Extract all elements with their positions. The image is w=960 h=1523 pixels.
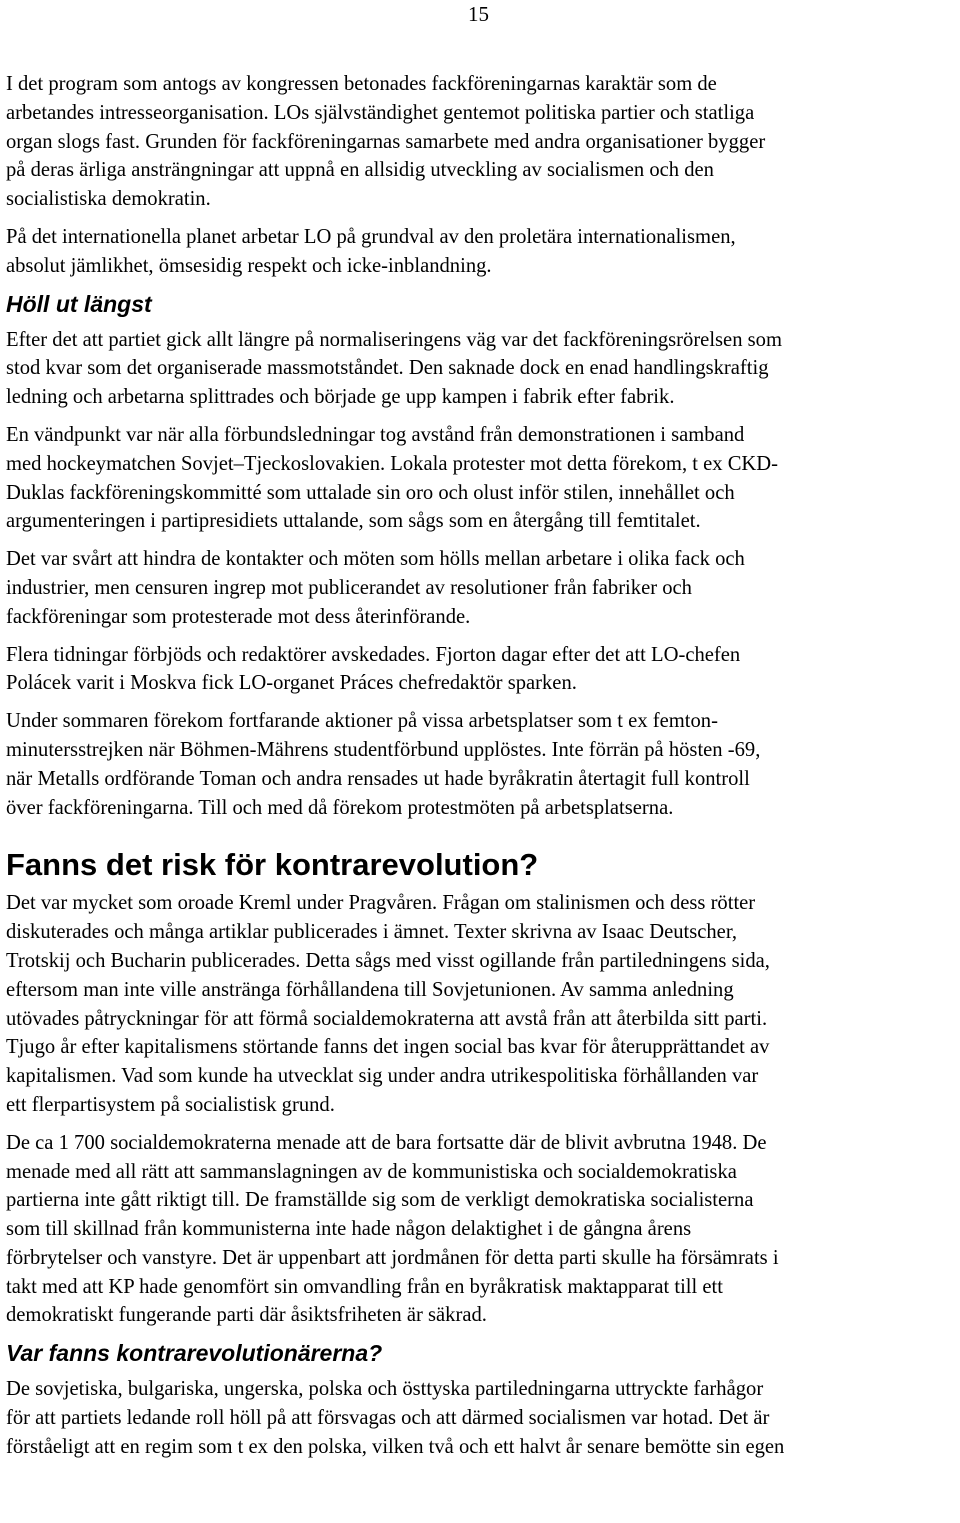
text-line: Under sommaren förekom fortfarande aktioner på vissa arbetsplatser som t ex femton- (6, 710, 718, 733)
text-line: eftersom man inte ville anstränga förhållandena till Sovjetunionen. Av samma anledning (6, 978, 734, 1001)
text-line: som till skillnad från kommunisterna inte hade någon delaktighet i de gångna årens (6, 1218, 692, 1241)
paragraph (6, 641, 958, 699)
text-line: organ slogs fast. Grunden för fackföreningarnas samarbete med andra organisationer bygger (6, 130, 766, 153)
text-line: minutersstrejken när Böhmen-Mährens studentförbund upplöstes. Inte förrän på hösten -69, (6, 738, 761, 761)
text-line: fackföreningar som protesterade mot dess återinförande. (6, 605, 471, 628)
text-line: förståeligt att en regim som t ex den polska, vilken två och ett halvt år senare bemötte sin egen (6, 1435, 785, 1458)
text-line: arbetandes intresseorganisation. LOs självständighet gentemot politiska partier och statliga (6, 101, 755, 124)
paragraph (6, 1375, 958, 1461)
paragraph (6, 707, 958, 822)
text-line: absolut jämlikhet, ömsesidig respekt och icke-inblandning. (6, 254, 492, 277)
text-line: takt med att KP hade genomfört sin omvandling från en byråkratisk maktapparat till ett (6, 1275, 723, 1298)
paragraph (6, 1129, 958, 1331)
text-line: Duklas fackföreningskommitté som uttalade sin oro och olust inför stilen, innehållet och (6, 481, 735, 504)
text-line: En vändpunkt var när alla förbundsledningar tog avstånd från demonstrationen i samband (6, 423, 745, 446)
page-number: 15 (468, 2, 489, 26)
text-line: Det var svårt att hindra de kontakter och möten som hölls mellan arbetare i olika fack och (6, 548, 745, 571)
text-line: stod kvar som det organiserade massmotståndet. Den saknade dock en enad handlingskraftig (6, 357, 769, 380)
section-heading: Fanns det risk för kontrarevolution? (6, 847, 539, 883)
text-line: med hockeymatchen Sovjet–Tjeckoslovakien. Lokala protester mot detta förekom, t ex CKD- (6, 452, 779, 475)
text-line: för att partiets ledande roll höll på att försvagas och att därmed socialismen var hotad. Det är (6, 1407, 770, 1430)
paragraph (6, 70, 958, 214)
text-line: Tjugo år efter kapitalismens störtande fanns det ingen social bas kvar för återupprättandet av (6, 1036, 770, 1059)
text-line: förbrytelser och vanstyre. Det är uppenbart att jordmånen för detta parti skulle ha försämrats i (6, 1246, 779, 1269)
text-line: På det internationella planet arbetar LO på grundval av den proletära internationalismen, (6, 225, 736, 248)
text-line: ett flerpartisystem på socialistisk grund. (6, 1093, 335, 1116)
paragraph (6, 421, 958, 536)
text-line: på deras ärliga ansträngningar att uppnå en allsidig utveckling av socialismen och den (6, 159, 714, 182)
text-line: menade med all rätt att sammanslagningen av de kommunistiska och socialdemokratiska (6, 1160, 737, 1183)
text-line: Polácek varit i Moskva fick LO-organet Práces chefredaktör sparken. (6, 672, 577, 695)
text-line: Efter det att partiet gick allt längre på normaliseringens väg var det fackföreningsrörelsen som (6, 328, 782, 351)
text-line: I det program som antogs av kongressen betonades fackföreningarnas karaktär som de (6, 73, 717, 95)
paragraph (6, 223, 958, 281)
paragraph (6, 326, 958, 412)
text-line: De ca 1 700 socialdemokraterna menade att de bara fortsatte där de blivit avbrutna 1948. De (6, 1131, 767, 1154)
text-line: över fackföreningarna. Till och med då förekom protestmöten på arbetsplatserna. (6, 796, 674, 819)
text-line: Trotskij och Bucharin publicerades. Detta sågs med visst ogillande från partiledningens sida, (6, 949, 770, 972)
paragraph (6, 545, 958, 631)
text-line: kapitalismen. Vad som kunde ha utvecklat sig under andra utrikespolitiska förhållanden var (6, 1065, 759, 1088)
paragraph (6, 889, 958, 1119)
text-line: industrier, men censuren ingrep mot publicerandet av resolutioner från fabriker och (6, 576, 692, 599)
text-line: när Metalls ordförande Toman och andra rensades ut hade byråkratin återtagit full kontroll (6, 767, 750, 790)
text-line: partierna inte gått riktigt till. De framställde sig som de verkligt demokratiska socialisterna (6, 1189, 754, 1212)
text-line: Flera tidningar förbjöds och redaktörer avskedades. Fjorton dagar efter det att LO-chefen (6, 643, 741, 666)
text-line: socialistiska demokratin. (6, 188, 211, 211)
document-body (6, 70, 958, 1471)
text-line: De sovjetiska, bulgariska, ungerska, polska och östtyska partiledningarna uttryckte farhågor (6, 1378, 764, 1401)
subsection-heading: Höll ut längst (6, 290, 152, 317)
text-line: ledning och arbetarna splittrades och började ge upp kampen i fabrik efter fabrik. (6, 386, 675, 409)
text-line: demokratiskt fungerande parti där åsiktsfriheten är säkrad. (6, 1304, 487, 1327)
text-line: utövades påtryckningar för att förmå socialdemokraterna att avstå från att återbilda sitt parti. (6, 1007, 768, 1030)
text-line: argumenteringen i partipresidiets uttalande, som sågs som en återgång till femtitalet. (6, 510, 701, 533)
text-line: Det var mycket som oroade Kreml under Pragvåren. Frågan om stalinismen och dess rötter (6, 892, 756, 915)
subsection-heading: Var fanns kontrarevolutionärerna? (6, 1340, 383, 1367)
text-line: diskuterades och många artiklar publicerades i ämnet. Texter skrivna av Isaac Deutscher, (6, 921, 737, 944)
